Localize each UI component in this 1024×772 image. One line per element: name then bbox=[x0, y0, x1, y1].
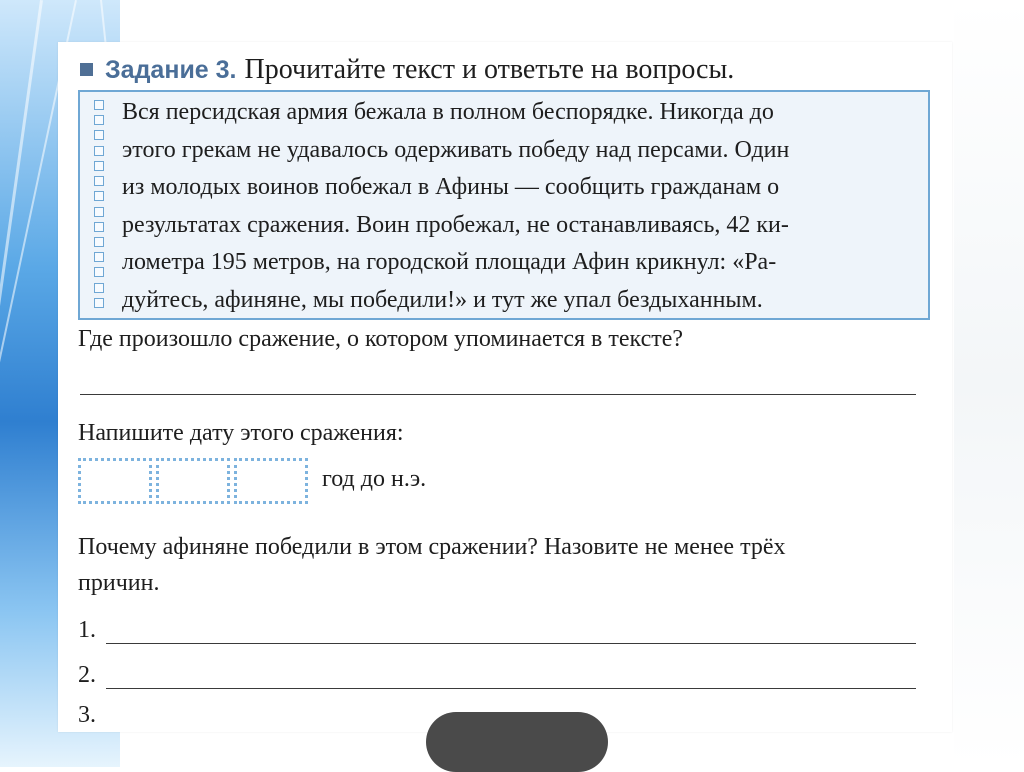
question-battle-place: Где произошло сражение, о котором упоминается в тексте? bbox=[78, 326, 684, 352]
answer-line-battle-place[interactable] bbox=[80, 394, 916, 395]
passage-line: из молодых воинов побежал в Афины — сообщить гражданам о bbox=[122, 174, 780, 200]
reason-number: 3. bbox=[78, 702, 96, 728]
passage-line: Вся персидская армия бежала в полном беспорядке. Никогда до bbox=[122, 99, 774, 125]
date-digit-box[interactable] bbox=[156, 458, 230, 504]
square-bullet-icon bbox=[80, 63, 93, 76]
date-answer-row bbox=[78, 458, 578, 508]
reason-answer-line[interactable] bbox=[106, 643, 916, 644]
task-instruction: Прочитайте текст и ответьте на вопросы. bbox=[244, 54, 735, 85]
passage-border-decoration bbox=[94, 100, 104, 308]
date-digit-box[interactable] bbox=[78, 458, 152, 504]
reason-number: 2. bbox=[78, 662, 96, 688]
date-digit-box[interactable] bbox=[234, 458, 308, 504]
reason-number: 1. bbox=[78, 617, 96, 643]
navigation-overlay-button[interactable] bbox=[426, 712, 608, 772]
worksheet-scan bbox=[58, 42, 952, 732]
reason-answer-row bbox=[78, 662, 918, 698]
question-victory-reasons-cont: причин. bbox=[78, 570, 160, 596]
question-battle-date: Напишите дату этого сражения: bbox=[78, 420, 404, 446]
task-header bbox=[80, 54, 734, 86]
passage-line: лометра 195 метров, на городской площади Афин крикнул: «Ра- bbox=[122, 249, 777, 275]
task-number: Задание 3. bbox=[105, 56, 237, 84]
passage-line: дуйтесь, афиняне, мы победили!» и тут же упал бездыханным. bbox=[122, 286, 763, 313]
passage-line: результатах сражения. Воин пробежал, не останавливаясь, 42 ки- bbox=[122, 211, 789, 238]
passage-text bbox=[122, 94, 912, 319]
reason-answer-row bbox=[78, 617, 918, 653]
reason-answer-line[interactable] bbox=[106, 688, 916, 689]
question-victory-reasons: Почему афиняне победили в этом сражении? Назовите не менее трёх bbox=[78, 534, 786, 560]
passage-line: этого грекам не удавалось одерживать победу над персами. Один bbox=[122, 136, 790, 163]
date-suffix: год до н.э. bbox=[322, 466, 427, 492]
slide-right-decoration bbox=[954, 0, 1024, 767]
reading-passage bbox=[78, 90, 930, 320]
